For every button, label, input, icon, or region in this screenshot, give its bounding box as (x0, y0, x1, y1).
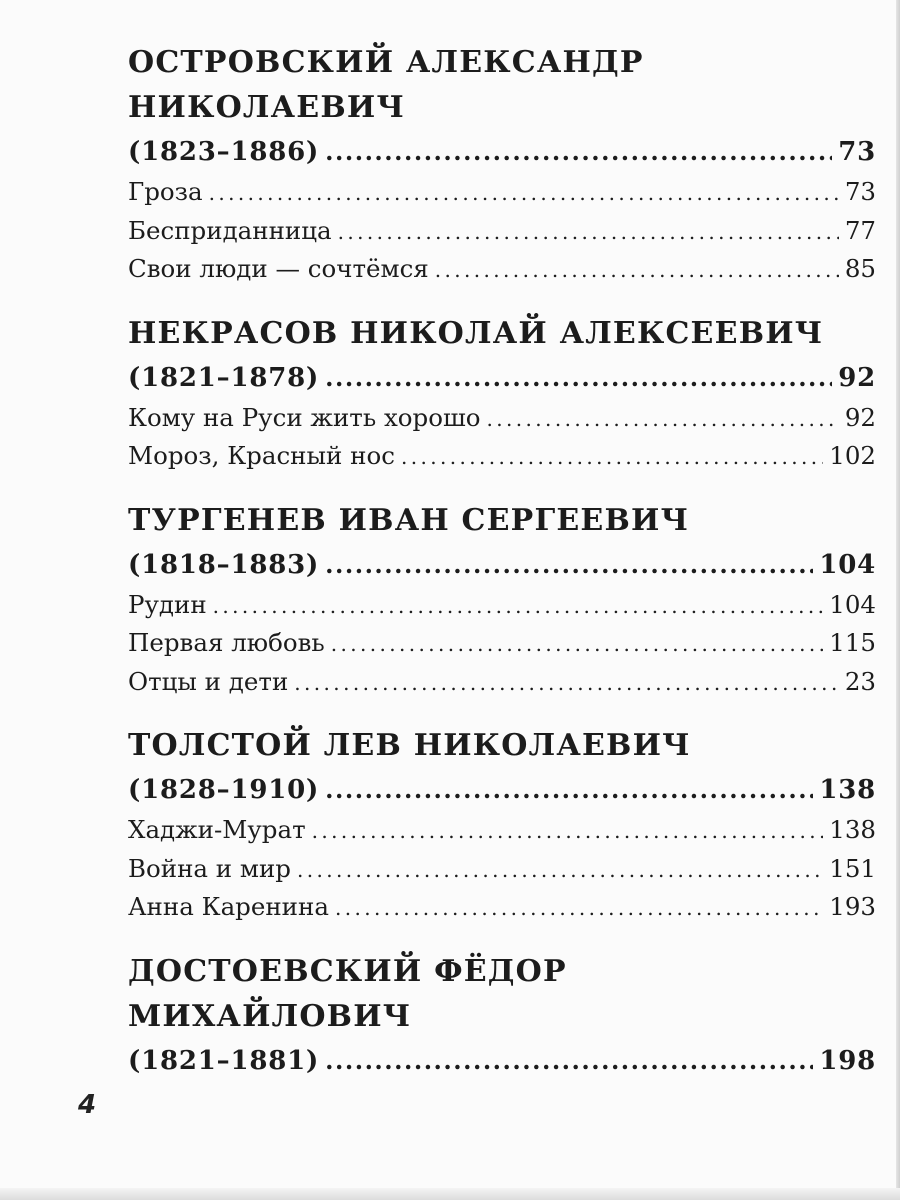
work-title: Бесприданница (128, 215, 332, 245)
author-heading-line: НИКОЛАЕВИЧ (128, 90, 406, 125)
author-years: (1821–1878) (128, 362, 320, 393)
toc-entry[interactable] (128, 173, 876, 212)
page-ref: 23 (844, 666, 876, 696)
work-title: Мороз, Красный нос (128, 441, 395, 470)
author-years: (1821–1881) (128, 1045, 320, 1076)
work-title: Гроза (128, 177, 203, 206)
work-title: Кому на Руси жить хорошо (128, 402, 481, 432)
page-ref: 73 (838, 137, 876, 167)
page-ref: 151 (829, 853, 876, 883)
work-title: Рудин (128, 589, 207, 619)
author-heading-line: ОСТРОВСКИЙ АЛЕКСАНДР (128, 45, 644, 80)
dot-leader (209, 174, 839, 213)
page-ref: 104 (819, 549, 876, 580)
page-ref: 138 (819, 775, 876, 805)
page-ref: 102 (829, 441, 876, 470)
dot-leader (312, 812, 824, 851)
dot-leader (401, 438, 823, 477)
author-heading-line: ТОЛСТОЙ ЛЕВ НИКОЛАЕВИЧ (128, 728, 691, 763)
author-heading (128, 311, 888, 356)
dot-leader (213, 587, 824, 626)
toc-entry[interactable] (128, 399, 876, 438)
dot-leader (297, 851, 823, 890)
page-ref: 198 (819, 1045, 876, 1076)
toc-entry[interactable] (128, 624, 876, 663)
toc-entry-years[interactable] (128, 543, 876, 586)
table-of-contents (128, 40, 876, 1104)
toc-entry[interactable] (128, 663, 876, 702)
toc-entry[interactable] (128, 586, 876, 625)
toc-entry[interactable] (128, 437, 876, 476)
dot-leader (331, 625, 824, 664)
work-title: Анна Каренина (128, 892, 329, 921)
toc-section-tolstoy (128, 723, 876, 927)
dot-leader (338, 213, 839, 252)
author-heading (128, 723, 888, 768)
author-years: (1828–1910) (128, 775, 320, 805)
page-ref: 104 (829, 589, 876, 619)
page-ref: 138 (829, 815, 876, 844)
dot-leader (487, 400, 839, 439)
page-ref: 73 (844, 177, 876, 206)
dot-leader (435, 251, 839, 290)
dot-leader (325, 130, 832, 173)
toc-section-ostrovsky (128, 40, 876, 289)
author-heading (128, 498, 888, 543)
toc-entry[interactable] (128, 850, 876, 889)
toc-entry-years[interactable] (128, 768, 876, 811)
work-title: Хаджи-Мурат (128, 815, 306, 844)
dot-leader (325, 543, 813, 586)
page-edge-shadow (896, 0, 900, 1200)
toc-section-nekrasov (128, 311, 876, 476)
author-heading-line: ДОСТОЕВСКИЙ ФЁДОР (128, 953, 567, 989)
toc-entry-years[interactable] (128, 1039, 876, 1082)
author-heading-line: МИХАЙЛОВИЧ (128, 998, 412, 1034)
page-ref: 92 (844, 402, 876, 432)
page-edge-shadow (0, 1188, 900, 1200)
toc-section-turgenev (128, 498, 876, 702)
dot-leader (325, 768, 813, 811)
work-title: Первая любовь (128, 628, 325, 657)
work-title: Война и мир (128, 853, 291, 883)
dot-leader (294, 664, 839, 703)
toc-entry[interactable] (128, 888, 876, 927)
author-years: (1823–1886) (128, 137, 320, 167)
dot-leader (335, 889, 823, 928)
work-title: Отцы и дети (128, 666, 289, 696)
toc-entry-years[interactable] (128, 130, 876, 173)
toc-section-dostoevsky (128, 949, 876, 1082)
toc-entry[interactable] (128, 250, 876, 289)
page-ref: 92 (838, 362, 876, 393)
toc-entry[interactable] (128, 212, 876, 251)
author-heading-line: НЕКРАСОВ НИКОЛАЙ АЛЕКСЕЕВИЧ (128, 315, 824, 351)
dot-leader (325, 356, 832, 399)
work-title: Свои люди — сочтёмся (128, 254, 429, 283)
page-ref: 77 (844, 215, 876, 245)
page-number: 4 (78, 1090, 97, 1120)
dot-leader (325, 1039, 813, 1082)
page-ref: 193 (829, 892, 876, 921)
page-ref: 115 (829, 628, 876, 657)
author-years: (1818–1883) (128, 549, 320, 580)
toc-entry[interactable] (128, 811, 876, 850)
author-heading (128, 949, 688, 1039)
author-heading (128, 40, 688, 130)
toc-entry-years[interactable] (128, 356, 876, 399)
author-heading-line: ТУРГЕНЕВ ИВАН СЕРГЕЕВИЧ (128, 502, 690, 538)
page-ref: 85 (844, 254, 876, 283)
